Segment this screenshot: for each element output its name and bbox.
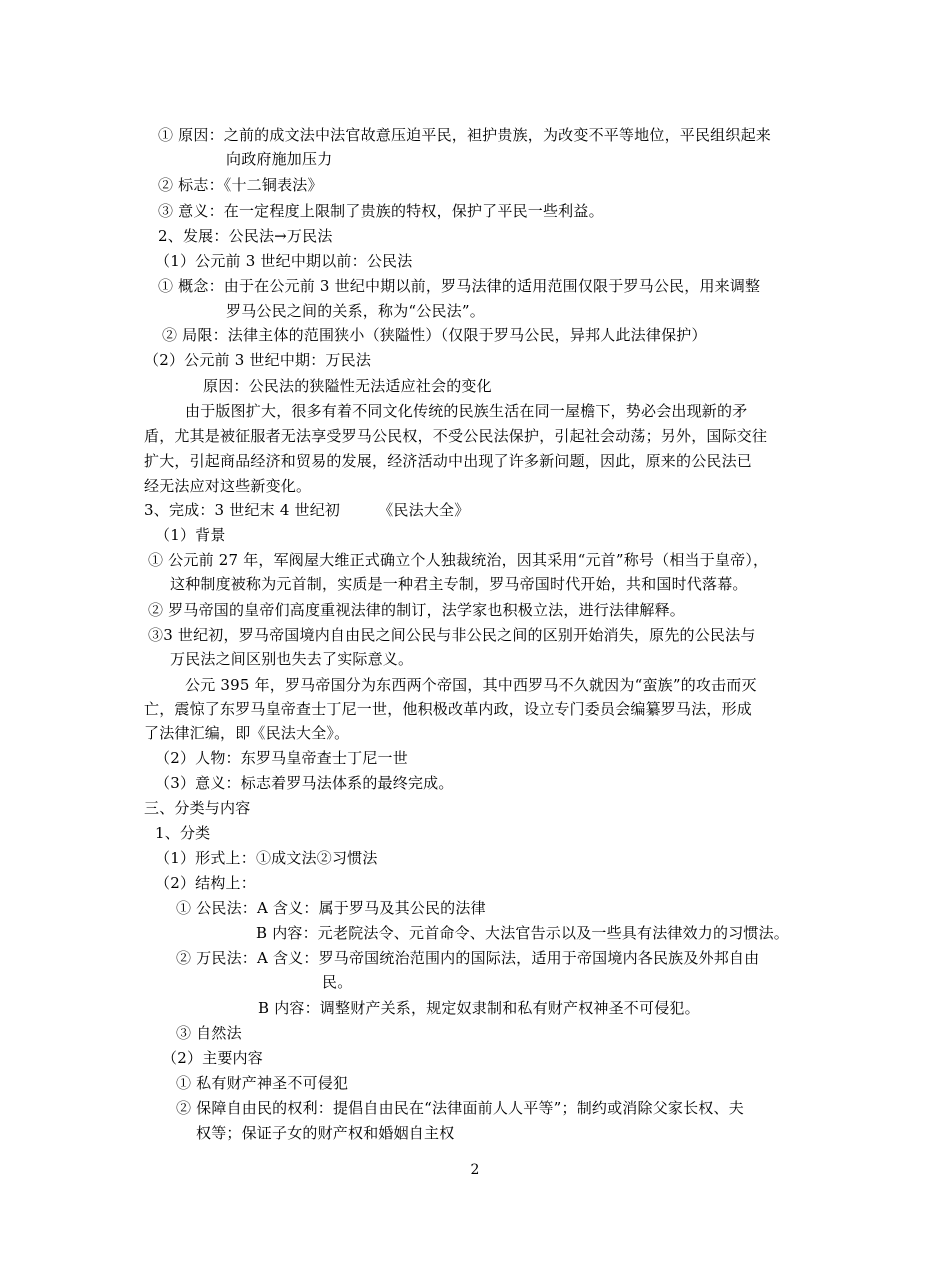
text-line: ② 罗马帝国的皇帝们高度重视法律的制订，法学家也积极立法，进行法律解释。 [148,601,685,619]
subsection-heading: （2）公元前 3 世纪中期：万民法 [144,351,372,369]
page-number: 2 [470,1162,480,1178]
text-line: 向政府施加压力 [226,150,333,168]
text-line: ② 保障自由民的权利：提倡自由民在“法律面前人人平等”；制约或消除父家长权、夫 [176,1099,744,1117]
subsection-heading: （1）形式上：①成文法②习惯法 [155,849,378,867]
text-line: 万民法之间区别也失去了实际意义。 [170,650,414,668]
section-heading: 3、完成：3 世纪末 4 世纪初 《民法大全》 [144,501,470,519]
section-heading: 2、发展：公民法→万民法 [158,227,333,245]
text-line: ③ 自然法 [176,1024,242,1042]
paragraph-line: 经无法应对这些新变化。 [144,477,312,495]
text-line: 权等；保证子女的财产权和婚姻自主权 [196,1124,455,1142]
text-line: 原因：公民法的狭隘性无法适应社会的变化 [203,377,492,395]
paragraph-line: 公元 395 年，罗马帝国分为东西两个帝国，其中西罗马不久就因为“蛮族”的攻击而灭 [185,676,757,694]
text-line: 罗马公民之间的关系，称为“公民法”。 [226,302,485,320]
paragraph-line: 由于版图扩大，很多有着不同文化传统的民族生活在同一屋檐下，势必会出现新的矛 [185,402,748,420]
text-line: B 内容：元老院法令、元首命令、大法官告示以及一些具有法律效力的习惯法。 [256,924,789,942]
text-line: 民。 [322,973,353,991]
paragraph-line: 了法律汇编，即《民法大全》。 [144,724,350,742]
text-line: ① 概念：由于在公元前 3 世纪中期以前，罗马法律的适用范围仅限于罗马公民，用来调整 [158,277,761,295]
subsection-heading: （2）人物：东罗马皇帝查士丁尼一世 [155,749,408,767]
subsection-heading: （3）意义：标志着罗马法体系的最终完成。 [155,774,454,792]
subsection-heading: （1）背景 [155,526,226,544]
subsection-heading: （2）主要内容 [162,1049,263,1067]
text-line: ③ 意义：在一定程度上限制了贵族的特权，保护了平民一些利益。 [158,202,604,220]
text-line: ② 万民法：A 含义：罗马帝国统治范围内的国际法，适用于帝国境内各民族及外邦自由 [176,949,760,967]
section-heading: 1、分类 [155,824,211,842]
text-line: ② 标志：《十二铜表法》 [158,176,323,194]
text-line: ② 局限：法律主体的范围狭小（狭隘性）（仅限于罗马公民，异邦人此法律保护） [162,326,707,344]
text-line: ① 原因：之前的成文法中法官故意压迫平民，袒护贵族，为改变不平等地位，平民组织起来 [158,126,771,144]
paragraph-line: 盾，尤其是被征服者无法享受罗马公民权，不受公民法保护，引起社会动荡；另外，国际交往 [144,427,768,445]
subsection-heading: （1）公元前 3 世纪中期以前：公民法 [155,252,413,270]
text-line: B 内容：调整财产关系，规定奴隶制和私有财产权神圣不可侵犯。 [258,999,700,1017]
text-line: ① 公元前 27 年，军阀屋大维正式确立个人独裁统治，因其采用“元首”称号（相当于皇帝）， [148,551,769,569]
subsection-heading: （2）结构上： [155,874,256,892]
paragraph-line: 亡，震惊了东罗马皇帝查士丁尼一世，他积极改革内政，设立专门委员会编纂罗马法，形成 [144,700,753,718]
text-line: ① 私有财产神圣不可侵犯 [176,1074,349,1092]
text-line: 这种制度被称为元首制，实质是一种君主专制，罗马帝国时代开始，共和国时代落幕。 [170,575,748,593]
text-line: ① 公民法：A 含义：属于罗马及其公民的法律 [176,899,486,917]
text-line: ③3 世纪初，罗马帝国境内自由民之间公民与非公民之间的区别开始消失，原先的公民法与 [148,626,756,644]
paragraph-line: 扩大，引起商品经济和贸易的发展，经济活动中出现了许多新问题，因此，原来的公民法已 [144,452,753,470]
chapter-heading: 三、分类与内容 [144,799,251,817]
